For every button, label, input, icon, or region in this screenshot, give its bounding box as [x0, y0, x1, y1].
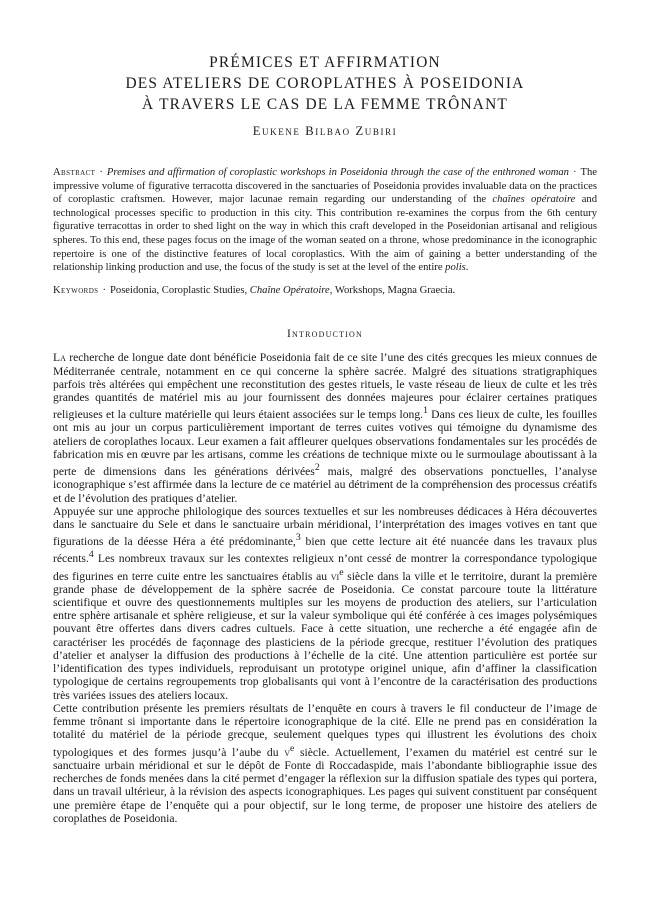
century-suffix: e [290, 742, 295, 754]
footnote-ref[interactable]: 1 [423, 405, 428, 417]
abstract-english-title: Premises and affirmation of coroplastic workshops in Poseidonia through the case of the enthroned woman [106, 167, 569, 178]
abstract-italic-term: polis [445, 262, 466, 274]
paragraph-text: Cette contribution présente les premiers résultats de l’enquête en cours à travers le fil conducteur de l’image de femme trônant si importante dans le répertoire iconographique de la cité. Elle ne prend pas en considération la totalité du matériel de la période grecque, seulement quelques types qui illustrent les évolutions des choix typologiques et des formes jusqu’à l’aube du [53, 701, 597, 759]
section-heading-introduction: Introduction [286, 327, 364, 341]
keywords-label: Keywords [53, 284, 99, 296]
abstract-italic-term: chaînes opératoire [492, 194, 576, 206]
abstract-text: and technological processes specific to production in this city. This contribution re-examines the corpus from the 6th century figurative terracottas in order to shed light on the way in which this craft developed in the Poseidonian artisanal and religious spheres. To this end, these pages focus on the image of the woman seated on a throne, whose predominance in the iconographic repertoire is one of the distinctive features of local coroplastics. With the aim of gaining a better understanding of the relationship linking production and use, the focus of the study is set at the level of the entire [53, 194, 597, 274]
title-line-1: PRÉMICES ET AFFIRMATION [209, 54, 441, 71]
paragraph-text: bien que cette lecture ait été nuancée dans les travaux plus récents. [53, 535, 598, 566]
keywords [53, 284, 597, 298]
keywords-text: Poseidonia, Coroplastic Studies, [110, 284, 250, 296]
author-name: Eukene Bilbao Zubiri [252, 124, 398, 138]
paragraph-text: recherche de longue date dont bénéficie Poseidonia fait de ce site l’une des cités grecques les mieux connues de Méditerranée centrale, notamment en ce qui concerne la sphère sacrée. Malgré des situations stratigraphiques parfois très altérées qui empêchent une reconstitution des gestes rituels, le vaste réseau de lieux de culte et les très grandes quantités de matériel mis au jour fournissent des données majeures pour éclairer certaines pratiques religieuses et la culture matérielle qui leurs étaient associées sur le temps long. [53, 351, 597, 422]
paragraph-text: Dans ces lieux de culte, les fouilles ont mis au jour un corpus particulièrement important de terres cuites votives qui témoigne du dynamisme des ateliers de coroplathes locaux. Leur examen a fait affleurer quelques observations fondamentales sur les procédés de fabrication mis en œuvre par les artisans, comme les créations de technique mixte ou le surmoulage aboutissant à la perte de dimensions dans les générations dérivées [53, 408, 597, 479]
footnote-ref[interactable]: 3 [295, 532, 301, 544]
footnote-ref[interactable]: 2 [314, 462, 320, 474]
paragraph [53, 505, 597, 702]
paper-title [53, 52, 597, 115]
paragraph [53, 351, 597, 505]
paragraph-text: siècle dans la ville et le territoire, durant la première grande phase de développement de la sphère sacrée de Poseidonia. Ce constat parcoure toute la littérature scientifique et ouvre des questionnements multiples sur les moyens de production des ateliers, sur l’articulation entre sphère artisanale et sphère religieuse, et sur la valeur symbolique qui été conférée à ces images polysémiques pouvant être offertes dans divers cadres cultuels. Face à cette situation, une recherche a été engagée afin de caractériser les procédés de façonnage des plasticiens de la période grecque, restituer l’évolution des pratiques d’atelier et analyser la diffusion des productions à l’échelle de la cité. Une attention particulière est portée sur l’identification des types individuels, reproduisant un prototype originel unique, afin d’affiner la classification typologique de certains regroupements trop globalisants qui vont à l’encontre de la caractérisation des productions très variées issues des ateliers locaux. [53, 569, 597, 702]
century-numeral: vi [330, 569, 340, 583]
century-numeral: v [284, 745, 290, 759]
paragraph [53, 702, 597, 825]
keywords-text: , Workshops, Magna Graecia. [329, 284, 456, 296]
abstract-text: . [465, 262, 469, 274]
abstract-text: The impressive volume of figurative terracotta discovered in the sanctuaries of Poseidonia provides invaluable data on the practices of coroplastic craftsmen. However, major lacunae remain regarding our understanding of the [53, 167, 597, 206]
keywords-italic-term: Chaîne Opératoire [249, 284, 330, 296]
separator-dot: · [99, 167, 103, 178]
title-line-2: DES ATELIERS DE COROPLATHES À POSEIDONIA [125, 75, 525, 92]
separator-dot: · [572, 167, 577, 178]
paragraph-text: Les nombreux travaux sur les contextes religieux n’ont cessé de montrer la correspondance typologique des figurines en terre cuite entre les sanctuaires établis au [53, 552, 597, 583]
paragraph-lead-in: La [53, 351, 66, 365]
abstract [53, 166, 597, 275]
separator-dot: · [102, 284, 106, 296]
title-line-3: À TRAVERS LE CAS DE LA FEMME TRÔNANT [141, 96, 508, 113]
paragraph-text: mais, malgré des observations ponctuelles, l’analyse iconographique s’est affirmée dans la lecture de ce matériel au détriment de la compréhension des processus créatifs et de l’évolution des pratiques d’atelier. [53, 465, 597, 505]
abstract-label: Abstract [53, 167, 96, 178]
body-text [53, 351, 597, 825]
footnote-ref[interactable]: 4 [88, 549, 94, 561]
paragraph-text: Appuyée sur une approche philologique des sources textuelles et sur les nombreuses dédicaces à Héra découvertes dans le sanctuaire du Sele et dans le sanctuaire urbain méridional, l’interprétation des images votives en tant que figurations de la déesse Héra a été prédominante, [53, 504, 597, 549]
century-suffix: e [339, 566, 344, 578]
paragraph-text: siècle. Actuellement, l’examen du matériel est centré sur le sanctuaire urbain méridional et sur le dépôt de Fonte di Roccadaspide, mais l’abondante bibliographie issue des recherches de fonds menées dans la cité permet d’engager la réflexion sur la diffusion spatiale des types qui portera, dans un travail ultérieur, à la révision des aspects iconographiques. Les pages qui suivent constituent par conséquent une première étape de l’enquête qui a pour objectif, sur le long terme, de proposer une histoire des ateliers de coroplathes de Poseidonia. [53, 745, 597, 825]
